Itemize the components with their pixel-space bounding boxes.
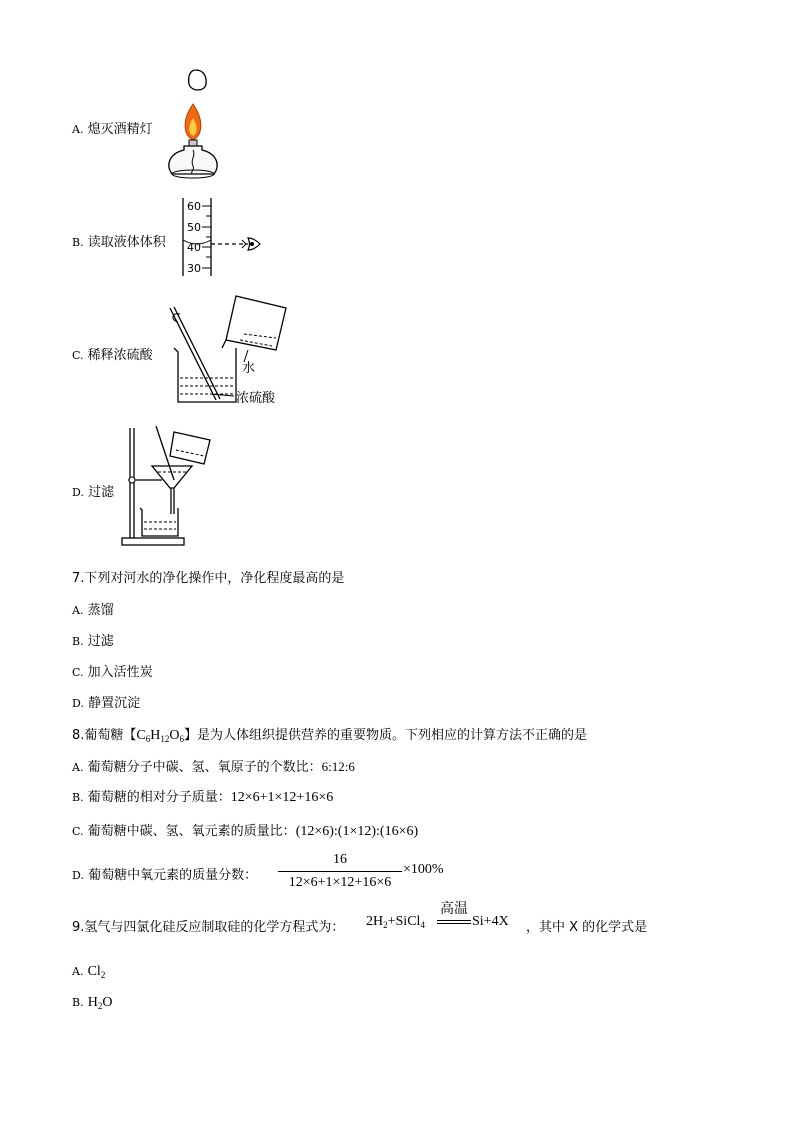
graduated-cylinder-figure — [176, 194, 266, 278]
q7-option-b[interactable] — [72, 630, 114, 649]
option-letter: B. — [72, 236, 84, 249]
option-math: 6:12:6 — [321, 759, 355, 774]
q8-option-c[interactable] — [72, 820, 418, 840]
option-text: 葡萄糖的相对分子质量： — [87, 790, 231, 805]
q6-option-c — [72, 344, 153, 363]
option-letter: C. — [72, 666, 84, 679]
option-letter: C. — [72, 349, 84, 362]
option-letter: A. — [72, 604, 84, 617]
q9-equation-products: Si+4X — [472, 914, 509, 929]
option-text: 稀释浓硫酸 — [87, 348, 153, 363]
q8-stem-prefix: 8.葡萄糖【 — [72, 728, 137, 743]
option-text: 过滤 — [87, 634, 114, 649]
acid-label: 浓硫酸 — [236, 391, 276, 406]
q7-option-a[interactable] — [72, 599, 114, 618]
cylinder-tick-40: 40 — [187, 241, 201, 254]
option-text: 熄灭酒精灯 — [87, 122, 153, 137]
q9-equation-reactants: $2H_2+SiCl_4$ — [366, 914, 425, 930]
q7-option-d[interactable] — [72, 692, 140, 711]
option-letter: B. — [72, 996, 84, 1009]
q7-stem: 7.下列对河水的净化操作中，净化程度最高的是 — [72, 571, 345, 586]
q9-stem-end: ，其中 X 的化学式是 — [526, 920, 648, 935]
q8-stem — [72, 724, 587, 744]
cylinder-tick-50: 50 — [187, 221, 201, 234]
cylinder-tick-60: 60 — [187, 200, 201, 213]
cylinder-tick-30: 30 — [187, 262, 201, 275]
option-formula: $Cl_2$ — [87, 964, 106, 980]
option-letter: B. — [72, 635, 84, 648]
acid-dilution-figure — [162, 290, 294, 408]
option-letter: B. — [72, 791, 84, 804]
option-math: 12×6+1×12+16×6 — [230, 790, 334, 805]
lamp-cap — [189, 70, 206, 90]
option-text: 葡萄糖中氧元素的质量分数： — [88, 868, 258, 883]
q8-option-a[interactable] — [72, 756, 355, 775]
q9-stem: 9.氢气与四氯化硅反应制取硅的化学方程式为： — [72, 920, 345, 935]
option-text: 过滤 — [88, 485, 115, 500]
glucose-formula: $C_6H_{12}O_6$ — [136, 728, 184, 744]
q6-option-a — [72, 118, 153, 137]
water-label: 水 — [242, 361, 256, 376]
option-letter: D. — [72, 697, 84, 710]
q9-option-b[interactable] — [72, 995, 112, 1011]
q8-option-b[interactable] — [72, 786, 333, 806]
option-text: 蒸馏 — [87, 603, 114, 618]
option-letter: A. — [72, 123, 84, 136]
option-letter: D. — [72, 869, 84, 882]
q9-option-a[interactable] — [72, 964, 105, 980]
option-text: 葡萄糖中碳、氢、氧元素的质量比： — [87, 824, 296, 839]
option-math: (12×6):(1×12):(16×6) — [295, 824, 419, 839]
q6-option-d — [72, 481, 114, 500]
alcohol-lamp-figure — [162, 64, 228, 182]
reaction-arrow-line-top — [437, 920, 471, 921]
option-text: 加入活性炭 — [87, 665, 153, 680]
filtration-figure — [118, 422, 214, 550]
option-letter: C. — [72, 825, 84, 838]
option-text: 静置沉淀 — [88, 696, 141, 711]
fraction-denominator: 12×6+1×12+16×6 — [288, 875, 392, 890]
option-letter: A. — [72, 761, 84, 774]
option-text: 葡萄糖分子中碳、氢、氧原子的个数比： — [87, 760, 322, 775]
fraction-bar — [278, 871, 402, 872]
option-letter: A. — [72, 965, 84, 978]
q7-option-c[interactable] — [72, 661, 153, 680]
option-text: 读取液体体积 — [87, 235, 166, 250]
q8-option-d[interactable] — [72, 864, 257, 883]
option-letter: D. — [72, 486, 84, 499]
reaction-arrow-line-bottom — [437, 923, 471, 924]
fraction-tail: ×100% — [403, 862, 444, 877]
fraction-numerator: 16 — [333, 852, 347, 867]
option-formula: $H_2O$ — [87, 995, 113, 1011]
reaction-condition: 高温 — [440, 901, 468, 917]
q8-stem-suffix: 】是为人体组织提供营养的重要物质。下列相应的计算方法不正确的是 — [184, 728, 588, 743]
q6-option-b — [72, 231, 166, 250]
